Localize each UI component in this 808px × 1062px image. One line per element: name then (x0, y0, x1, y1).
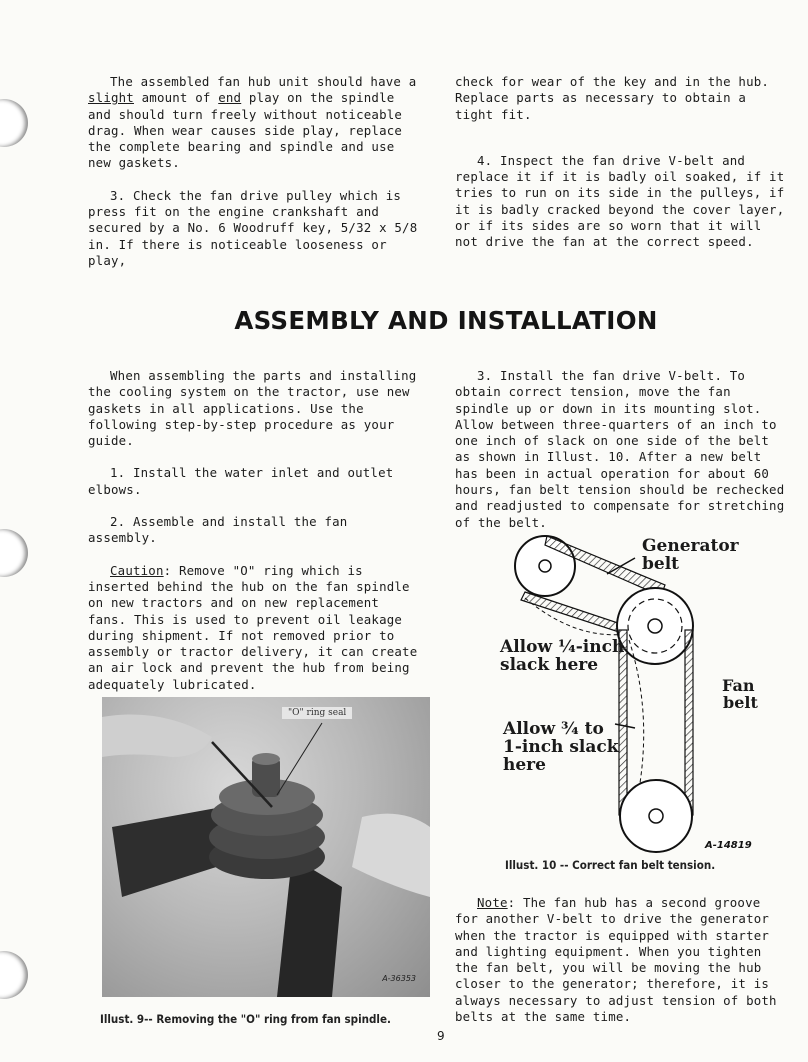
label-generator: Generator (642, 536, 739, 556)
binder-hole-top (0, 99, 28, 147)
paragraph-note (455, 895, 791, 1025)
caution-text: : Remove "O" ring which is inserted behind the hub on the fan spindle on new tractors and on new replacement fans. This is used to prevent oil leakage during shipment. If not removed prior to assembly or tractor delivery, it can create an air lock and prevent the hub from being adequately lubricated. (88, 562, 418, 692)
right-column-assembly (455, 368, 791, 531)
fan-spindle-photo (102, 697, 430, 997)
note-text: : The fan hub has a second groove for another V-belt to drive the generator when the tractor is equipped with starter and lighting equipment. When you tighten the fan belt, you will be moving the hub closer to the generator; therefore, it is always necessary to adjust tension of both belts at the same time. (455, 895, 777, 1025)
paragraph-step-3-vbelt: 3. Install the fan drive V-belt. To obtain correct tension, move the fan spindle up or down in its mounting slot. Allow between three-quarters of an inch to one inch of slack on one side of the belt as shown in Illust. 10. After a new belt has been in actual operation for about 60 hours, fan belt tension should be rechecked and readjusted to compensate for stretching of the belt. (455, 368, 785, 530)
paragraph-caution (88, 563, 424, 693)
hand-left (102, 715, 212, 758)
section-heading: ASSEMBLY AND INSTALLATION (234, 306, 658, 335)
label-one-inch-slack: 1-inch slack (503, 737, 619, 757)
paragraph-step-3-pulley: 3. Check the fan drive pulley which is press fit on the engine crankshaft and secured by a No. 6 Woodruff key, 5/32 x 5/8 in. If there is noticeable looseness or play, (88, 187, 418, 268)
page-number: 9 (437, 1029, 445, 1043)
paragraph-step-4-belt: 4. Inspect the fan drive V-belt and replace it if it is badly oil soaked, if it tries to run on its side in the pulleys, if it is badly cracked beyond the cover layer, or if its sides are so worn that it will not drive the fan at the correct speed. (455, 152, 785, 250)
generator-pulley-hub (539, 560, 551, 572)
label-fan-belt: belt (723, 693, 758, 712)
fan-belt-left (619, 630, 627, 815)
label-generator-belt: belt (642, 554, 680, 574)
photo-code: A-36353 (382, 974, 416, 983)
fan-belt-diagram (495, 530, 785, 855)
label-slack-here: slack here (500, 655, 599, 675)
hand-right (352, 814, 430, 897)
paragraph-key-hub: check for wear of the key and in the hub. Replace parts as necessary to obtain a tight fit. (455, 74, 770, 122)
underlined-end: end (218, 90, 242, 106)
fan-blade-bottom (277, 857, 342, 997)
o-ring-seal-label: "O" ring seal (282, 707, 352, 719)
fan-belt-right (685, 630, 693, 815)
illust-10-caption: Illust. 10 -- Correct fan belt tension. (505, 858, 716, 872)
underlined-slight: slight (88, 90, 134, 106)
diagram-code: A-14819 (705, 840, 752, 851)
binder-hole-middle (0, 529, 28, 577)
label-allow-three-quarter: Allow ¾ to (503, 719, 604, 739)
label-allow-quarter: Allow ¼-inch (500, 637, 625, 657)
label-fan: Fan (722, 676, 755, 695)
binder-hole-bottom (0, 951, 28, 999)
photo-drawing (102, 697, 430, 997)
para1-text-c: play on the spindle and should turn freely without noticeable drag. When wear causes side play, replace the complete bearing and spindle and use new gaskets. (88, 90, 403, 171)
note-block (455, 895, 791, 1025)
illust-9-caption: Illust. 9-- Removing the "O" ring from fan spindle. (100, 1012, 391, 1026)
paragraph-step-1: 1. Install the water inlet and outlet elbows. (88, 465, 394, 497)
spindle-cap (252, 753, 280, 765)
fan-pulley-hub (648, 619, 662, 633)
paragraph-step-2: 2. Assemble and install the fan assembly. (88, 514, 348, 546)
crankshaft-pulley-hub (649, 809, 663, 823)
caution-label: Caution (110, 562, 164, 578)
paragraph-end-play (88, 74, 424, 172)
para1-text-a: The assembled fan hub unit should have a (110, 74, 417, 89)
note-label: Note (477, 895, 508, 910)
para1-text-b: amount of (133, 90, 219, 106)
paragraph-assembly-intro: When assembling the parts and installing the cooling system on the tractor, use new gaskets in all applications. Use the following step-by-step procedure as your guide. (88, 368, 417, 449)
label-here: here (503, 755, 546, 775)
right-column-top (455, 74, 791, 251)
left-column-top (88, 74, 424, 269)
left-column-assembly (88, 368, 424, 693)
